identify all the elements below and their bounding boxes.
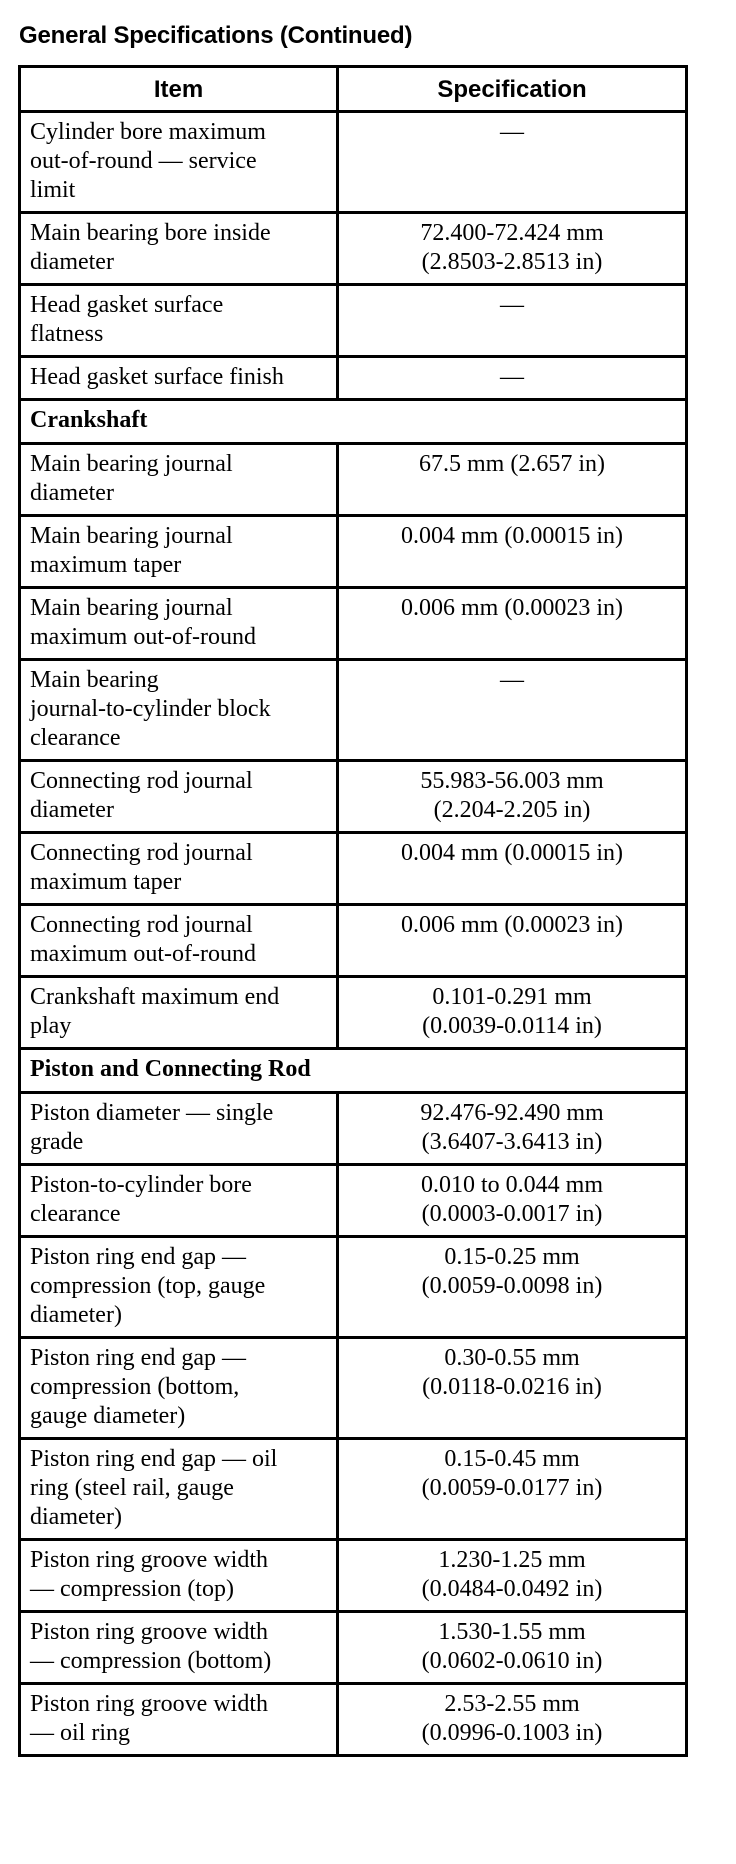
specification-cell xyxy=(338,357,687,400)
specification-cell xyxy=(338,977,687,1049)
item-text-line: Main bearing journal xyxy=(30,523,233,549)
table-row xyxy=(20,761,687,833)
item-text-line: compression (top, gauge xyxy=(30,1273,266,1299)
item-cell xyxy=(20,833,338,905)
specification-text-line: (0.0996-0.1003 in) xyxy=(421,1720,603,1746)
item-text-line: maximum out-of-round xyxy=(30,624,256,650)
specification-text-line: (0.0602-0.0610 in) xyxy=(421,1648,603,1674)
specification-cell xyxy=(338,213,687,285)
specification-text-line: — xyxy=(500,364,524,390)
table-row xyxy=(20,1093,687,1165)
specification-text-line: 0.004 mm (0.00015 in) xyxy=(401,523,623,549)
section-title: Crankshaft xyxy=(20,400,687,444)
specification-cell xyxy=(338,516,687,588)
item-text-line: clearance xyxy=(30,1201,121,1227)
table-row xyxy=(20,1165,687,1237)
specification-text-line: 67.5 mm (2.657 in) xyxy=(419,451,605,477)
item-cell xyxy=(20,905,338,977)
specification-text-line: (0.0059-0.0177 in) xyxy=(421,1475,603,1501)
item-text-line: diameter xyxy=(30,249,114,275)
item-text-line: ring (steel rail, gauge xyxy=(30,1475,234,1501)
specification-cell xyxy=(338,1237,687,1338)
table-row xyxy=(20,1612,687,1684)
item-cell xyxy=(20,1093,338,1165)
table-row xyxy=(20,1684,687,1756)
specification-text-line: 0.010 to 0.044 mm xyxy=(420,1172,603,1198)
item-text-line: maximum taper xyxy=(30,869,182,895)
page-title: General Specifications (Continued) xyxy=(19,22,413,49)
column-header-item: Item xyxy=(20,67,338,112)
table-row xyxy=(20,112,687,213)
item-text-line: Main bearing journal xyxy=(30,451,233,477)
item-text-line: Piston ring groove width xyxy=(30,1547,268,1573)
specification-text-line: (0.0484-0.0492 in) xyxy=(421,1576,603,1602)
item-cell xyxy=(20,660,338,761)
item-text-line: diameter xyxy=(30,797,114,823)
item-cell xyxy=(20,1684,338,1756)
item-text-line: out-of-round — service xyxy=(30,148,257,174)
item-text-line: — compression (top) xyxy=(30,1576,234,1602)
table-row xyxy=(20,1439,687,1540)
specification-text-line: (0.0003-0.0017 in) xyxy=(421,1201,603,1227)
specification-cell xyxy=(338,444,687,516)
item-cell xyxy=(20,1612,338,1684)
table-row xyxy=(20,357,687,400)
item-text-line: Crankshaft maximum end xyxy=(30,984,280,1010)
table-row xyxy=(20,1338,687,1439)
item-text-line: Head gasket surface finish xyxy=(30,364,284,390)
item-text-line: — compression (bottom) xyxy=(30,1648,272,1674)
item-text-line: grade xyxy=(30,1129,84,1155)
specification-cell xyxy=(338,1684,687,1756)
table-row xyxy=(20,977,687,1049)
specification-cell xyxy=(338,1093,687,1165)
table-row xyxy=(20,285,687,357)
item-text-line: maximum taper xyxy=(30,552,182,578)
specification-cell xyxy=(338,285,687,357)
item-text-line: diameter) xyxy=(30,1302,122,1328)
item-cell xyxy=(20,588,338,660)
item-cell xyxy=(20,285,338,357)
item-text-line: journal-to-cylinder block xyxy=(30,696,271,722)
table-row xyxy=(20,213,687,285)
item-text-line: Connecting rod journal xyxy=(30,840,253,866)
item-text-line: maximum out-of-round xyxy=(30,941,256,967)
specification-text-line: (0.0039-0.0114 in) xyxy=(422,1013,602,1039)
specification-cell xyxy=(338,1612,687,1684)
item-text-line: Head gasket surface xyxy=(30,292,224,318)
item-cell xyxy=(20,1165,338,1237)
item-text-line: flatness xyxy=(30,321,104,347)
table-row xyxy=(20,1237,687,1338)
table-row xyxy=(20,444,687,516)
specification-text-line: — xyxy=(500,119,524,145)
specification-text-line: (0.0118-0.0216 in) xyxy=(422,1374,602,1400)
item-text-line: gauge diameter) xyxy=(30,1403,186,1429)
specification-text-line: 1.230-1.25 mm xyxy=(438,1547,586,1573)
specification-text-line: (3.6407-3.6413 in) xyxy=(421,1129,603,1155)
item-cell xyxy=(20,112,338,213)
table-row xyxy=(20,588,687,660)
specification-text-line: 0.15-0.45 mm xyxy=(444,1446,580,1472)
specification-text-line: 2.53-2.55 mm xyxy=(444,1691,580,1717)
item-cell xyxy=(20,1338,338,1439)
specification-cell xyxy=(338,1338,687,1439)
item-text-line: Piston ring end gap — oil xyxy=(30,1446,278,1472)
section-header-row xyxy=(20,400,687,444)
item-text-line: Connecting rod journal xyxy=(30,768,253,794)
item-cell xyxy=(20,1439,338,1540)
item-text-line: diameter xyxy=(30,480,114,506)
item-text-line: play xyxy=(30,1013,72,1039)
item-text-line: Piston ring end gap — xyxy=(30,1244,246,1270)
item-text-line: compression (bottom, xyxy=(30,1374,240,1400)
item-text-line: — oil ring xyxy=(30,1720,130,1746)
item-text-line: Piston ring end gap — xyxy=(30,1345,246,1371)
specification-cell xyxy=(338,112,687,213)
specification-cell xyxy=(338,1165,687,1237)
table-row xyxy=(20,660,687,761)
specification-text-line: 92.476-92.490 mm xyxy=(420,1100,604,1126)
item-text-line: limit xyxy=(30,177,76,203)
item-cell xyxy=(20,444,338,516)
specification-text-line: 72.400-72.424 mm xyxy=(420,220,604,246)
table-body xyxy=(20,112,687,1756)
specification-text-line: 0.30-0.55 mm xyxy=(444,1345,580,1371)
section-title: Piston and Connecting Rod xyxy=(20,1049,687,1093)
table-row xyxy=(20,905,687,977)
specification-text-line: 0.101-0.291 mm xyxy=(432,984,592,1010)
item-text-line: Piston ring groove width xyxy=(30,1619,268,1645)
specification-text-line: 0.006 mm (0.00023 in) xyxy=(401,912,623,938)
table-header-row xyxy=(20,67,687,112)
specification-text-line: 0.006 mm (0.00023 in) xyxy=(401,595,623,621)
specification-cell xyxy=(338,588,687,660)
table-row xyxy=(20,833,687,905)
item-cell xyxy=(20,357,338,400)
specification-text-line: 0.004 mm (0.00015 in) xyxy=(401,840,623,866)
item-cell xyxy=(20,977,338,1049)
specifications-table xyxy=(18,65,688,1757)
specification-text-line: 1.530-1.55 mm xyxy=(438,1619,586,1645)
specification-text-line: 55.983-56.003 mm xyxy=(420,768,604,794)
item-cell xyxy=(20,761,338,833)
specification-text-line: — xyxy=(500,667,524,693)
specification-cell xyxy=(338,905,687,977)
specification-cell xyxy=(338,833,687,905)
item-text-line: diameter) xyxy=(30,1504,122,1530)
specification-cell xyxy=(338,1439,687,1540)
specification-text-line: (0.0059-0.0098 in) xyxy=(421,1273,603,1299)
item-cell xyxy=(20,1237,338,1338)
section-header-row xyxy=(20,1049,687,1093)
item-text-line: Piston ring groove width xyxy=(30,1691,268,1717)
item-text-line: Main bearing xyxy=(30,667,159,693)
item-cell xyxy=(20,516,338,588)
specification-text-line: (2.8503-2.8513 in) xyxy=(421,249,603,275)
specification-cell xyxy=(338,1540,687,1612)
specification-cell xyxy=(338,660,687,761)
specification-cell xyxy=(338,761,687,833)
item-text-line: Main bearing bore inside xyxy=(30,220,271,246)
item-cell xyxy=(20,1540,338,1612)
table-row xyxy=(20,1540,687,1612)
column-header-specification: Specification xyxy=(338,67,687,112)
table-row xyxy=(20,516,687,588)
item-text-line: clearance xyxy=(30,725,121,751)
item-text-line: Cylinder bore maximum xyxy=(30,119,266,145)
item-text-line: Piston diameter — single xyxy=(30,1100,274,1126)
item-cell xyxy=(20,213,338,285)
specification-text-line: 0.15-0.25 mm xyxy=(444,1244,580,1270)
specification-text-line: — xyxy=(500,292,524,318)
item-text-line: Main bearing journal xyxy=(30,595,233,621)
item-text-line: Piston-to-cylinder bore xyxy=(30,1172,252,1198)
item-text-line: Connecting rod journal xyxy=(30,912,253,938)
specification-text-line: (2.204-2.205 in) xyxy=(433,797,591,823)
